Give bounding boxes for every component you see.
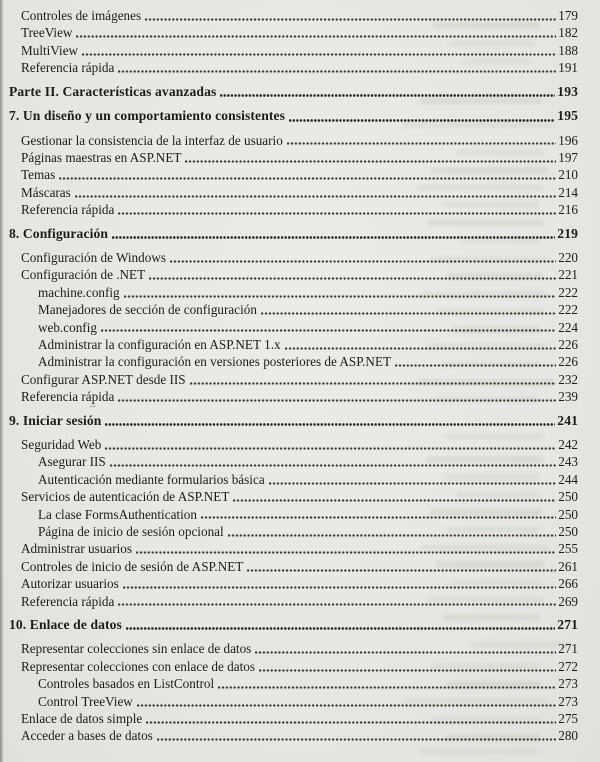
toc-entry-label: Asegurar IIS	[38, 454, 106, 470]
toc-heading-label: 8. Configuración	[9, 225, 109, 241]
toc-entry	[21, 266, 578, 283]
page-number: 220	[558, 250, 578, 266]
dotted-leader	[118, 603, 556, 606]
dotted-leader	[233, 499, 556, 502]
page-number: 255	[558, 541, 578, 557]
toc-chapter-heading	[9, 616, 578, 635]
toc-entry-label: Servicios de autenticación de ASP.NET	[21, 489, 230, 505]
dotted-leader	[146, 721, 556, 724]
toc-chapter-heading	[9, 107, 578, 126]
dotted-leader	[170, 260, 556, 263]
toc-entry	[21, 675, 578, 692]
dotted-leader	[269, 482, 557, 485]
dotted-leader	[149, 277, 556, 280]
dotted-leader	[82, 53, 556, 56]
page-number: 226	[558, 336, 578, 352]
page-number: 191	[558, 60, 578, 76]
page-number: 244	[558, 471, 578, 487]
scan-artifact-squiggle: ~	[88, 400, 98, 414]
toc-entry-label: Acceder a bases de datos	[21, 728, 153, 744]
toc-entry-label: Controles de inicio de sesión de ASP.NET	[21, 558, 244, 574]
toc-entry	[21, 24, 578, 41]
toc-entry	[21, 42, 578, 59]
toc-chapter-heading	[9, 225, 578, 244]
page-number: 243	[558, 454, 578, 470]
toc-heading-label: Parte II. Características avanzadas	[9, 83, 217, 99]
toc-entry-label: Controles basados en ListControl	[38, 676, 215, 692]
dotted-leader	[118, 70, 556, 73]
scan-edge-shadow	[0, 0, 4, 762]
dotted-leader	[259, 669, 556, 672]
page-number: 275	[558, 711, 578, 726]
toc-entry-label: Referencia rápida	[21, 389, 115, 405]
toc-entry-label: MultiView	[21, 42, 79, 58]
toc-chapter-heading	[9, 412, 578, 431]
dotted-leader	[218, 686, 556, 689]
dotted-leader	[75, 195, 556, 198]
page-number: 273	[558, 676, 578, 692]
toc-entry	[21, 336, 578, 353]
page-number: 195	[557, 108, 578, 124]
page-number: 250	[558, 489, 578, 505]
toc-entry	[21, 658, 578, 675]
toc-entry	[21, 301, 578, 318]
toc-entry-label: Autenticación mediante formularios básica	[38, 471, 265, 487]
page-number: 261	[558, 558, 578, 574]
page-number: 232	[558, 371, 578, 387]
dotted-leader	[101, 329, 556, 332]
page-number: 182	[558, 25, 578, 41]
page-number: 272	[558, 658, 578, 674]
page-number: 222	[558, 302, 578, 318]
dotted-leader	[123, 586, 556, 589]
toc-entry-label: Representar colecciones sin enlace de datos	[21, 641, 252, 657]
toc-entry-label: Administrar la configuración en ASP.NET 1.x	[38, 336, 281, 352]
page-number: 196	[558, 132, 578, 148]
page-number: 271	[557, 616, 578, 632]
dotted-leader	[112, 236, 555, 239]
toc-entry-label: Seguridad Web	[21, 437, 102, 453]
toc-heading-label: 7. Un diseño y un comportamiento consistentes	[9, 108, 286, 124]
page-number: 222	[558, 284, 578, 300]
page-number: 273	[558, 693, 578, 709]
page-number: 242	[558, 437, 578, 453]
dotted-leader	[247, 569, 556, 572]
toc-entry-label: Configuración de .NET	[21, 267, 146, 283]
dotted-leader	[255, 651, 556, 654]
toc-entry	[21, 59, 578, 76]
toc-entry	[21, 575, 578, 592]
toc-entry	[21, 7, 578, 24]
page-number: 188	[558, 42, 578, 58]
toc-entry-label: Página de inicio de sesión opcional	[38, 523, 224, 539]
toc-entry	[21, 506, 578, 523]
page-number: 214	[558, 184, 578, 200]
toc-entry-label: machine.config	[38, 284, 120, 300]
toc-entry-label: Enlace de datos simple	[21, 711, 143, 726]
toc-entry-label: Administrar la configuración en versiones posteriores de ASP.NET	[38, 354, 392, 370]
toc-entry-label: Gestionar la consistencia de la interfaz de usuario	[21, 132, 283, 148]
toc-entry	[21, 540, 578, 557]
dotted-leader	[201, 516, 556, 519]
toc-entry	[21, 371, 578, 388]
toc-entry	[21, 436, 578, 453]
toc-entry	[21, 201, 578, 218]
dotted-leader	[395, 364, 556, 367]
page-number: 269	[558, 593, 578, 609]
dotted-leader	[137, 704, 556, 707]
page-number: 280	[558, 728, 578, 744]
toc-entry	[21, 453, 578, 470]
toc-entry-label: Administrar usuarios	[21, 541, 132, 557]
page-number: 210	[558, 167, 578, 183]
dotted-leader	[110, 464, 556, 467]
toc-entry	[21, 710, 578, 727]
dotted-leader	[261, 312, 556, 315]
toc-entry-label: Representar colecciones con enlace de datos	[21, 658, 255, 674]
page-number: 179	[558, 8, 578, 23]
toc-part-heading	[9, 83, 578, 102]
toc-entry-label: TreeView	[21, 25, 73, 41]
toc-entry	[21, 727, 578, 744]
dotted-leader	[105, 447, 556, 450]
toc-entry-label: Configurar ASP.NET desde IIS	[21, 371, 186, 387]
page-number: 193	[557, 83, 578, 99]
toc-entry	[21, 593, 578, 610]
dotted-leader	[118, 399, 556, 402]
dotted-leader	[126, 627, 555, 630]
dotted-leader	[287, 142, 556, 145]
dotted-leader	[124, 295, 557, 298]
toc-entry	[21, 353, 578, 370]
dotted-leader	[145, 18, 556, 21]
toc-entry-label: web.config	[38, 319, 97, 335]
page-number: 250	[558, 523, 578, 539]
toc-entry	[21, 388, 578, 405]
toc-entry	[21, 319, 578, 336]
toc-entry	[21, 149, 578, 166]
toc-entry-label: Autorizar usuarios	[21, 576, 119, 592]
toc-entry-label: Referencia rápida	[21, 202, 115, 218]
toc-entry-label: Temas	[21, 167, 56, 183]
toc-entry-label: Referencia rápida	[21, 60, 115, 76]
toc-entry	[21, 558, 578, 575]
toc-entry-label: Controles de imágenes	[21, 8, 142, 23]
page-number: 219	[557, 225, 578, 241]
toc-entry-label: Páginas maestras en ASP.NET	[21, 149, 182, 165]
page-number: 266	[558, 576, 578, 592]
page-number: 216	[558, 202, 578, 218]
toc-entry-label: Configuración de Windows	[21, 250, 166, 266]
dotted-leader	[228, 534, 557, 537]
toc-heading-label: 9. Iniciar sesión	[9, 412, 102, 428]
dotted-leader	[105, 423, 555, 426]
page-number: 226	[558, 354, 578, 370]
toc-entry	[21, 166, 578, 183]
dotted-leader	[157, 738, 556, 741]
dotted-leader	[220, 94, 555, 97]
page-number: 271	[558, 641, 578, 657]
page-number: 250	[558, 506, 578, 522]
dotted-leader	[76, 35, 556, 38]
toc-entry	[21, 640, 578, 657]
toc-entry-label: Manejadores de sección de configuración	[38, 302, 257, 318]
dotted-leader	[118, 212, 556, 215]
dotted-leader	[59, 177, 556, 180]
toc-entry	[21, 523, 578, 540]
dotted-leader	[190, 382, 557, 385]
toc-entry-label: Control TreeView	[38, 693, 133, 709]
toc-entry-label: Referencia rápida	[21, 593, 115, 609]
toc-entry	[21, 488, 578, 505]
toc-entry-label: La clase FormsAuthentication	[38, 506, 197, 522]
dotted-leader	[285, 347, 557, 350]
page-number: 241	[557, 412, 578, 428]
toc-entry	[21, 132, 578, 149]
dotted-leader	[185, 160, 556, 163]
toc-heading-label: 10. Enlace de datos	[9, 616, 122, 632]
page-number: 239	[558, 389, 578, 405]
toc-entry	[21, 471, 578, 488]
toc-entry	[21, 284, 578, 301]
dotted-leader	[136, 551, 556, 554]
toc-entry	[21, 249, 578, 266]
toc-entry-label: Máscaras	[21, 184, 71, 200]
page-number: 197	[558, 149, 578, 165]
page-number: 221	[558, 267, 578, 283]
toc-entry	[21, 693, 578, 710]
dotted-leader	[289, 119, 555, 122]
page-number: 224	[558, 319, 578, 335]
toc-entry	[21, 184, 578, 201]
